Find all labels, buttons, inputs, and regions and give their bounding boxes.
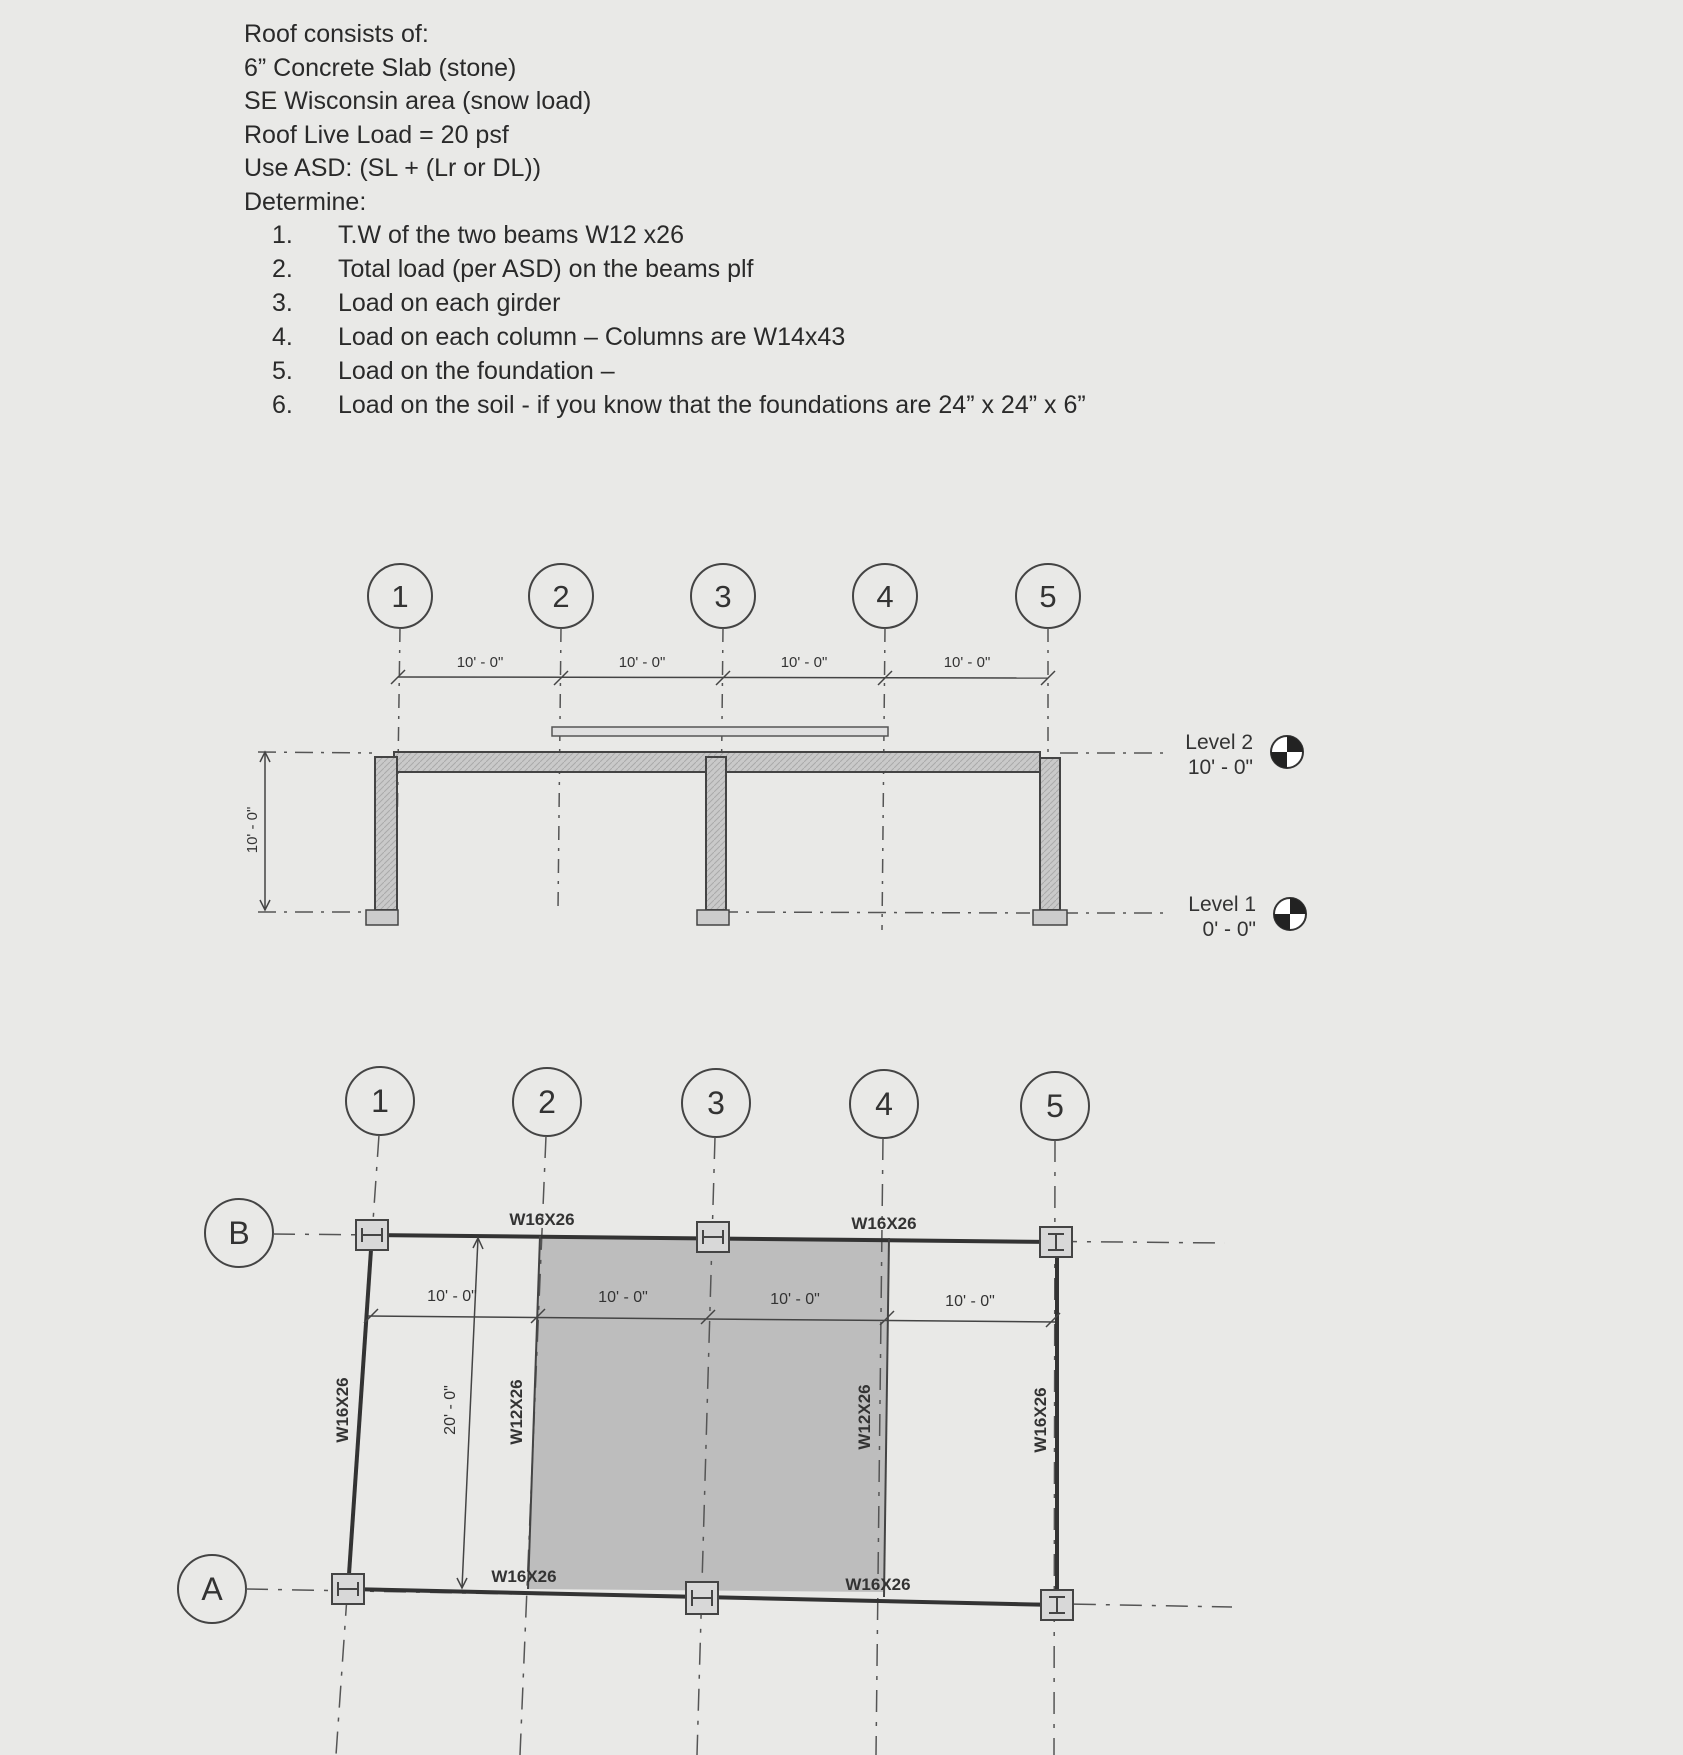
column-symbol-a5	[1041, 1590, 1073, 1620]
elev-grid-label-4: 4	[876, 579, 894, 614]
plan-span-4: 10' - 0"	[945, 1293, 995, 1310]
intro-line: Use ASD: (SL + (Lr or DL))	[244, 154, 542, 182]
elev-grid-label-5: 5	[1039, 579, 1057, 614]
plan-row-label-b: B	[228, 1215, 250, 1251]
beam-label-top-right: W16X26	[851, 1214, 917, 1233]
elev-span-3: 10' - 0"	[780, 654, 828, 671]
intro-line: Determine:	[244, 187, 367, 216]
beam-label-col2: W12X26	[507, 1379, 526, 1445]
level-1-marker	[1274, 898, 1306, 930]
column-3	[706, 757, 726, 910]
task-item: 2. Total load (per ASD) on the beams plf	[272, 255, 754, 283]
plan-span-2: 10' - 0"	[598, 1289, 648, 1306]
intro-line: Roof consists of:	[244, 20, 429, 48]
intro-line: SE Wisconsin area (snow load)	[244, 87, 592, 115]
task-item: 6. Load on the soil - if you know that the foundations are 24” x 24” x 6”	[272, 391, 1086, 419]
beam-label-col5: W16X26	[1031, 1387, 1050, 1453]
column-symbol-a3	[686, 1582, 718, 1614]
beam-label-col1: W16X26	[333, 1377, 352, 1443]
elev-grid-label-2: 2	[552, 579, 570, 614]
column-1	[375, 757, 397, 910]
task-item: 4. Load on each column – Columns are W14x43	[272, 323, 846, 351]
level-2-line	[258, 752, 372, 753]
beam-label-top-left: W16X26	[509, 1210, 575, 1229]
level-2-elev: 10' - 0"	[1187, 756, 1253, 779]
beam-label-bottom-right: W16X26	[845, 1575, 911, 1594]
task-item: 1. T.W of the two beams W12 x26	[272, 221, 684, 249]
plan-grid-label-5: 5	[1046, 1088, 1064, 1124]
elev-span-1: 10' - 0"	[456, 654, 504, 671]
column-symbol-b5	[1040, 1227, 1072, 1257]
plan-depth-label: 20' - 0"	[442, 1385, 459, 1435]
tributary-area	[528, 1236, 889, 1592]
elev-grid-label-1: 1	[391, 579, 409, 614]
elev-height-label: 10' - 0"	[244, 806, 261, 854]
level-1-elev: 0' - 0"	[1202, 918, 1256, 941]
plan-span-1: 10' - 0"	[427, 1288, 477, 1305]
beam-label-col4: W12X26	[855, 1384, 874, 1450]
roof-slab	[552, 727, 888, 736]
plan-grid-label-2: 2	[538, 1084, 556, 1120]
task-item: 5. Load on the foundation –	[272, 357, 615, 385]
column-5	[1040, 758, 1060, 910]
intro-line: Roof Live Load = 20 psf	[244, 120, 509, 149]
footing-5	[1033, 910, 1067, 925]
elev-span-4: 10' - 0"	[943, 654, 991, 671]
elev-grid-label-3: 3	[714, 579, 732, 614]
plan-row-label-a: A	[201, 1571, 223, 1607]
elev-height-dimension	[260, 752, 270, 910]
elev-span-2: 10' - 0"	[618, 654, 666, 671]
column-symbol-a1	[332, 1574, 364, 1604]
column-symbol-b3	[697, 1222, 729, 1252]
level-2-marker	[1271, 736, 1303, 768]
footing-3	[697, 910, 729, 925]
plan-grid-label-1: 1	[371, 1083, 389, 1119]
plan-grid-label-3: 3	[707, 1085, 725, 1121]
beam-label-bottom-left: W16X26	[491, 1567, 557, 1586]
elevation-view	[258, 564, 1306, 930]
plan-grid-label-4: 4	[875, 1086, 893, 1122]
column-symbol-b1	[356, 1220, 388, 1250]
level-1-name: Level 1	[1188, 893, 1256, 916]
intro-line: 6” Concrete Slab (stone)	[244, 53, 517, 82]
plan-span-3: 10' - 0"	[770, 1291, 820, 1308]
footing-1	[366, 910, 398, 925]
task-item: 3. Load on each girder	[272, 289, 561, 317]
level-2-name: Level 2	[1185, 731, 1253, 754]
